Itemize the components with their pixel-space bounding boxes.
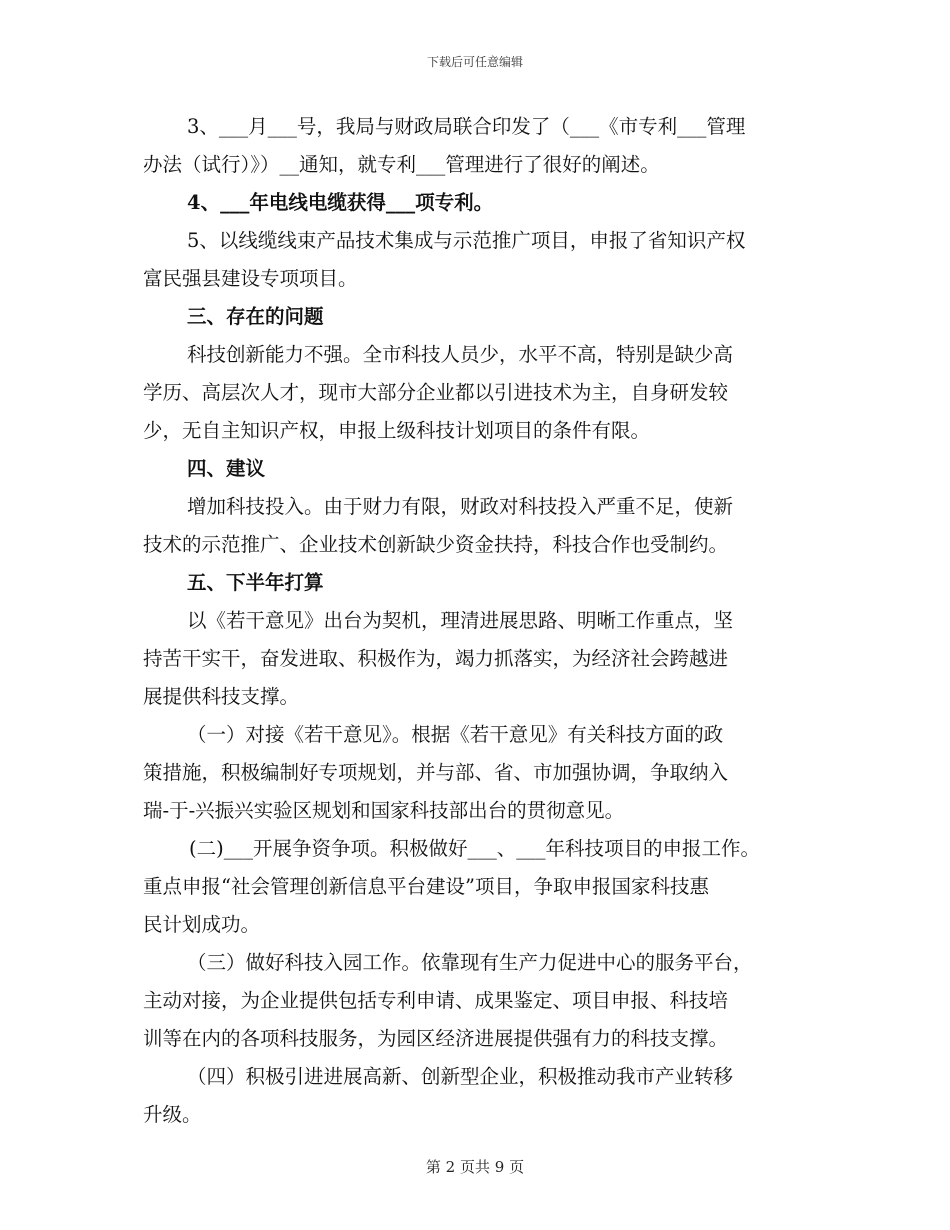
section-heading: 四、建议 xyxy=(187,457,266,480)
paragraph-line: 训等在内的各项科技服务，为园区经济进展提供强有力的科技支撑。 xyxy=(143,1027,729,1050)
paragraph-line: 科技创新能力不强。全市科技人员少，水平不高，特别是缺少高 xyxy=(187,343,734,366)
section-heading: 五、下半年打算 xyxy=(187,571,324,594)
paragraph-line: 展提供科技支撑。 xyxy=(143,685,300,708)
paragraph-line: 技术的示范推广、企业技术创新缺少资金扶持，科技合作也受制约。 xyxy=(143,533,729,556)
paragraph-line: （一）对接《若干意见》。根据《若干意见》有关科技方面的政 xyxy=(187,723,724,746)
paragraph-line: 富民强县建设专项项目。 xyxy=(143,267,358,290)
paragraph-line: 升级。 xyxy=(143,1103,202,1126)
bold-item-line: 4、___年电线电缆获得___项专利。 xyxy=(187,191,494,214)
paragraph-line: 学历、高层次人才，现市大部分企业都以引进技术为主，自身研发较 xyxy=(143,381,729,404)
page-footer: 第 2 页共 9 页 xyxy=(425,1158,525,1176)
paragraph-line: 策措施，积极编制好专项规划，并与部、省、市加强协调，争取纳入 xyxy=(143,761,729,784)
paragraph-line: （四）积极引进进展高新、创新型企业，积极推动我市产业转移 xyxy=(187,1065,734,1088)
section-heading: 三、存在的问题 xyxy=(187,305,324,328)
paragraph-line: 3、___月___号，我局与财政局联合印发了（___《市专利___管理 xyxy=(187,115,746,138)
paragraph-line: 持苦干实干，奋发进取、积极作为，竭力抓落实，为经济社会跨越进 xyxy=(143,647,729,670)
paragraph-line: 办法（试行）》）__通知，就专利___管理进行了很好的阐述。 xyxy=(143,153,660,176)
paragraph-line: 增加科技投入。由于财力有限，财政对科技投入严重不足，使新 xyxy=(187,495,734,518)
paragraph-line: 少，无自主知识产权，申报上级科技计划项目的条件有限。 xyxy=(143,419,651,442)
paragraph-line: 5、以线缆线束产品技术集成与示范推广项目，申报了省知识产权 xyxy=(187,229,746,252)
paragraph-line: 瑞-于-兴振兴实验区规划和国家科技部出台的贯彻意见。 xyxy=(143,799,625,822)
paragraph-line: 主动对接，为企业提供包括专利申请、成果鉴定、项目申报、科技培 xyxy=(143,989,729,1012)
page-header: 下载后可任意编辑 xyxy=(426,55,523,69)
paragraph-line: 民计划成功。 xyxy=(143,913,261,936)
paragraph-line: 以《若干意见》出台为契机，理清进展思路、明晰工作重点，坚 xyxy=(187,609,734,632)
document-body xyxy=(143,108,823,1134)
paragraph-line: （三）做好科技入园工作。依靠现有生产力促进中心的服务平台， xyxy=(187,951,753,974)
paragraph-line: 重点申报“社会管理创新信息平台建设”项目，争取申报国家科技惠 xyxy=(143,875,709,898)
paragraph-line: (二)___开展争资争项。积极做好___、___年科技项目的申报工作。 xyxy=(189,837,760,860)
